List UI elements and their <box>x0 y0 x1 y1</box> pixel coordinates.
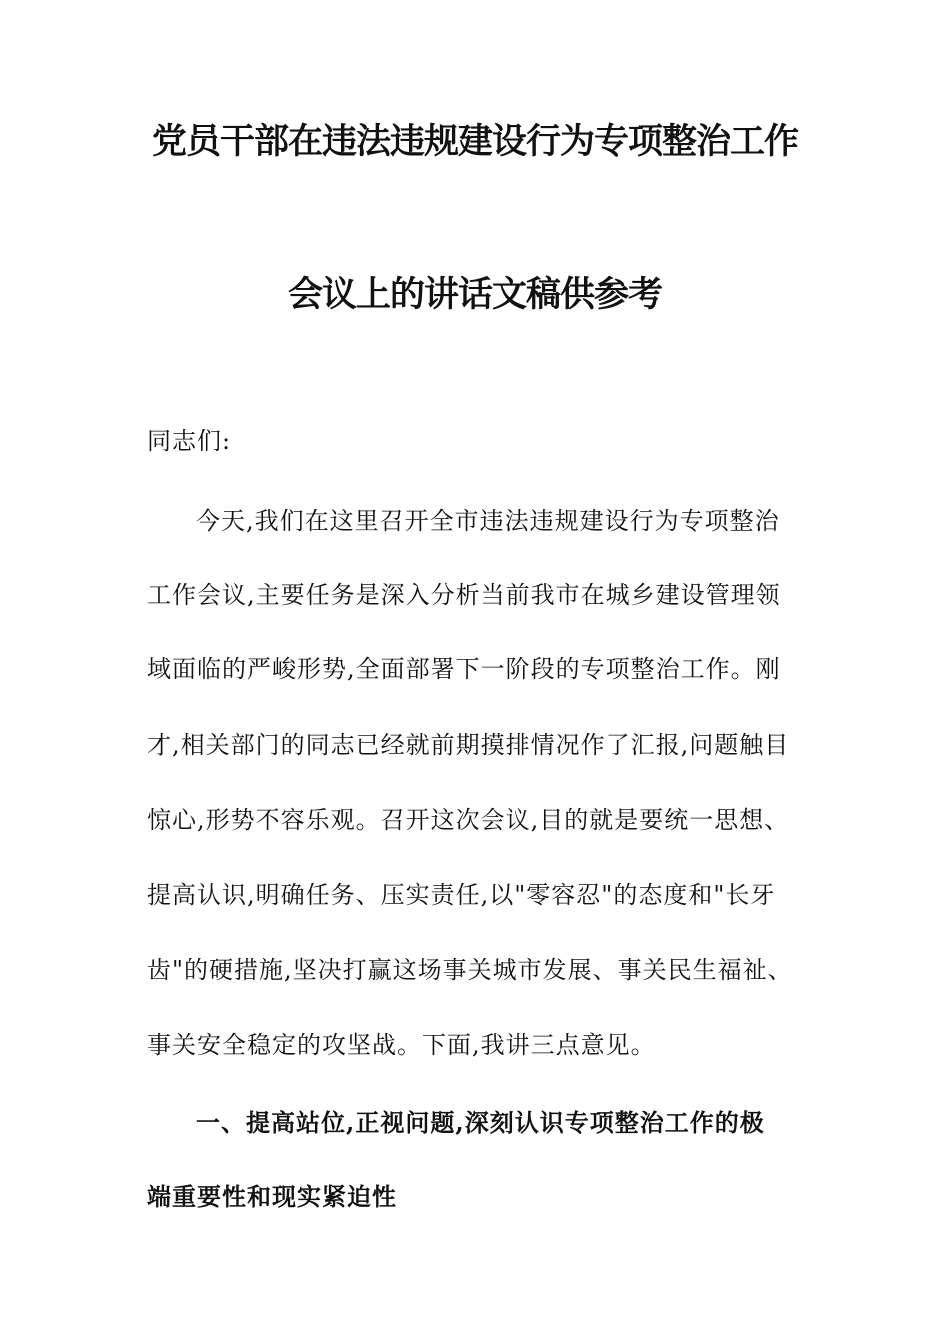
paragraph-1-line-6: 提高认识,明确任务、压实责任,以"零容忍"的态度和"长牙 <box>147 881 776 909</box>
section-heading-1-line-1: 一、提高站位,正视问题,深刻认识专项整治工作的极 <box>196 1108 765 1137</box>
document-title-line-2: 会议上的讲话文稿供参考 <box>287 275 662 315</box>
section-heading-1-line-2: 端重要性和现实紧迫性 <box>147 1182 397 1211</box>
paragraph-1-line-4: 才,相关部门的同志已经就前期摸排情况作了汇报,问题触目 <box>147 731 790 759</box>
document-title-line-1: 党员干部在违法违规建设行为专项整治工作 <box>151 122 798 162</box>
paragraph-1-line-3: 域面临的严峻形势,全面部署下一阶段的专项整治工作。刚 <box>147 655 781 683</box>
paragraph-1-line-8: 事关安全稳定的攻坚战。下面,我讲三点意见。 <box>147 1031 656 1059</box>
paragraph-1-line-5: 惊心,形势不容乐观。召开这次会议,目的就是要统一思想、 <box>147 806 790 834</box>
salutation: 同志们: <box>147 427 232 455</box>
paragraph-1-line-7: 齿"的硬措施,坚决打赢这场事关城市发展、事关民生福祉、 <box>147 956 793 984</box>
paragraph-1-line-1: 今天,我们在这里召开全市违法违规建设行为专项整治 <box>196 507 780 535</box>
paragraph-1-line-2: 工作会议,主要任务是深入分析当前我市在城乡建设管理领 <box>147 581 781 609</box>
